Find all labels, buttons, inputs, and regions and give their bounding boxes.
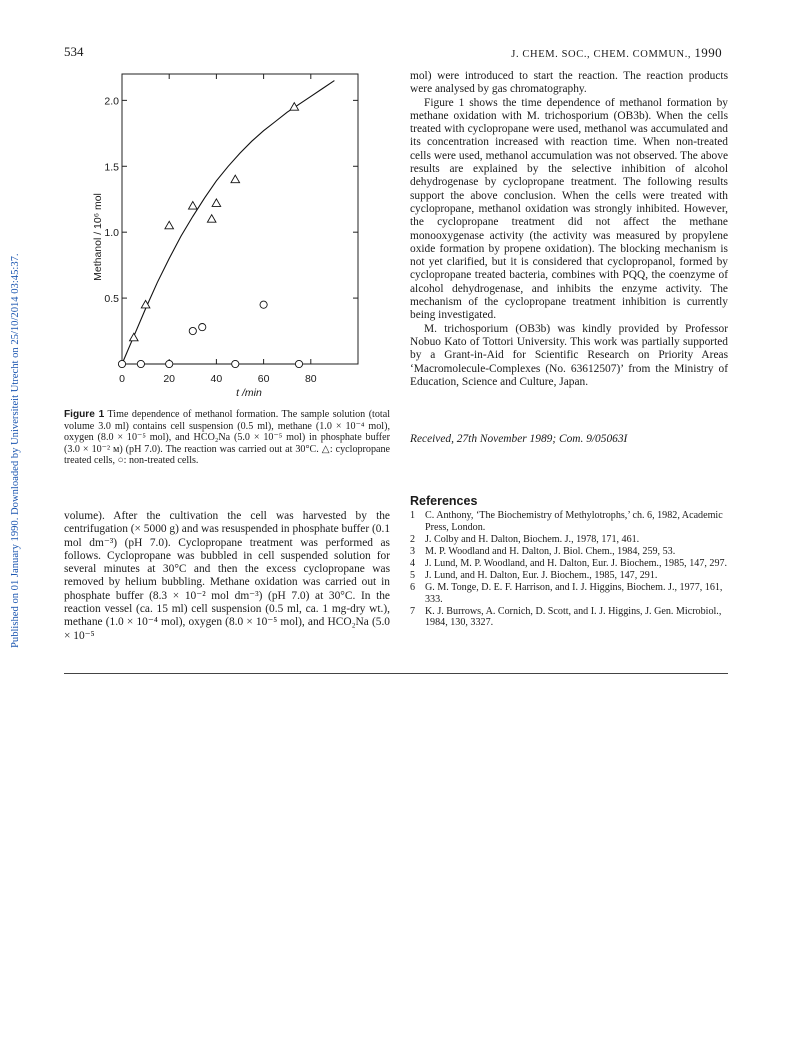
references-list	[410, 510, 728, 629]
triangle-point	[130, 333, 139, 341]
left-column-body	[64, 510, 390, 643]
right-column-body	[410, 70, 728, 389]
right-paragraph: mol) were introduced to start the reaction. The reaction products were analysed by gas chromatography.	[410, 70, 728, 96]
y-tick-label: 0.5	[104, 293, 119, 306]
circle-point	[232, 360, 239, 367]
y-tick-label: 1.5	[104, 161, 119, 174]
triangle-point	[212, 199, 221, 207]
chart-marks	[118, 103, 302, 368]
circle-point	[137, 360, 144, 367]
reference-item	[410, 570, 728, 582]
reference-text: G. M. Tonge, D. E. F. Harrison, and I. J. Higgins, Biochem. J., 1977, 161, 333.	[425, 582, 723, 605]
journal-name: J. CHEM. SOC., CHEM. COMMUN.,	[511, 49, 692, 60]
triangle-point	[231, 175, 240, 183]
triangle-point	[207, 215, 216, 223]
triangle-point	[189, 202, 198, 210]
x-tick-label: 0	[119, 373, 125, 385]
reference-item	[410, 534, 728, 546]
circle-point	[295, 360, 302, 367]
circle-point	[260, 301, 267, 308]
triangle-point	[290, 103, 299, 111]
left-paragraph: volume). After the cultivation the cell was harvested by the centrifugation (× 5000 g) and was resuspended in phosphate buffer (0.1 mol dm⁻³) (pH 7.0). Cyclopropane treatment was performed as follows. Cyclopropane was bubbled in cell suspended solution for several minutes at 30°C and then the excess cyclopropane was removed by helium bubbling. Methane oxidation was carried out in phosphate buffer (8.3 × 10⁻² mol dm⁻³) (pH 7.0) at 30°C. In the reaction vessel (ca. 15 ml) cell suspension (0.5 ml, ca. 1 mg-dry wt.), methane (1.0 × 10⁻⁴ mol), oxygen (8.0 × 10⁻⁵ mol), and HCO₂Na (5.0 × 10⁻⁵	[64, 510, 391, 642]
reference-number: 6	[410, 582, 416, 594]
reference-text: J. Colby and H. Dalton, Biochem. J., 1978, 171, 461.	[425, 533, 640, 545]
x-tick-label: 80	[304, 373, 317, 385]
x-tick-label: 60	[257, 373, 270, 385]
reference-text: C. Anthony, ‘The Biochemistry of Methylotrophs,’ ch. 6, 1982, Academic Press, London.	[425, 510, 723, 533]
page-number: 534	[64, 44, 84, 59]
received-date: Received, 27th November 1989; Com. 9/05063I	[410, 433, 628, 445]
chart-fit-curve	[122, 81, 334, 364]
chart-ticks	[104, 74, 358, 385]
circle-point	[166, 360, 173, 367]
reference-item	[410, 510, 728, 533]
triangle-point	[165, 221, 174, 229]
reference-text: M. P. Woodland and H. Dalton, J. Biol. Chem., 1984, 259, 53.	[425, 545, 676, 557]
x-tick-label: 20	[163, 373, 176, 385]
reference-number: 7	[410, 605, 416, 617]
reference-number: 4	[410, 557, 416, 569]
reference-number: 5	[410, 569, 416, 581]
figure-caption-label: Figure 1	[64, 409, 105, 420]
chart-axes	[122, 74, 358, 364]
reference-text: J. Lund, and H. Dalton, Eur. J. Biochem., 1985, 147, 291.	[425, 569, 658, 581]
y-tick-label: 2.0	[104, 95, 119, 108]
references-heading: References	[410, 494, 478, 508]
reference-number: 3	[410, 545, 416, 557]
reference-text: K. J. Burrows, A. Cornich, D. Scott, and I. J. Higgins, J. Gen. Microbiol., 1984, 130, 3327.	[425, 605, 722, 629]
reference-number: 1	[410, 510, 416, 521]
fit-curve	[122, 81, 334, 364]
reference-text: J. Lund, M. P. Woodland, and H. Dalton, Eur. J. Biochem., 1985, 147, 297.	[425, 557, 728, 569]
y-axis-title: Methanol / 10⁶ mol	[92, 193, 104, 281]
circle-point	[189, 327, 196, 334]
y-tick-label: 1.0	[104, 227, 119, 240]
reference-item	[410, 582, 728, 605]
right-paragraph: Figure 1 shows the time dependence of methanol formation by methane oxidation with M. trichosporium (OB3b). When the cells treated with cyclopropane were used, methanol was accumulated and its concentration increased with reaction time. When non-treated cells were used, methanol accumulation was not observed. The above results are explained by the selective inhibition of alcohol dehydrogenase by cyclopropane treatment. The following results support the above conclusion. When the cells were treated with cyclopropane, methanol oxidation was strongly inhibited. However, the cyclopropane treatment did not affect the methane monooxygenase activity (the activity was measured by propylene oxide formation by propene oxidation). The blocking mechanism is not yet clarified, but it is considered that cyclopropanol, formed by cyclopropane treated bacteria, combines with PQQ, the coenzyme of alcohol dehydrogenase, and inhibits the enzyme activity. The mechanism of the cyclopropane treatment inhibition is currently being investigated.	[410, 96, 728, 322]
reference-item	[410, 606, 728, 629]
reference-item	[410, 558, 728, 570]
reference-item	[410, 546, 728, 558]
plot-frame	[122, 74, 358, 364]
reference-number: 2	[410, 533, 416, 545]
page-bottom-rule	[64, 673, 728, 674]
x-axis-title: t /min	[236, 387, 262, 399]
x-tick-label: 40	[210, 373, 223, 385]
circle-point	[199, 323, 206, 330]
acknowledgement-paragraph: M. trichosporium (OB3b) was kindly provided by Professor Nobuo Kato of Tottori University. This work was partially supported by a Grant-in-Aid for Scientific Research on Priority Areas ‘Macromolecule-Complexes (No. 63612507)’ from the Ministry of Education, Science and Culture, Japan.	[410, 322, 728, 388]
download-sidenote[interactable]: Published on 01 January 1990. Downloaded by Universiteit Utrecht on 25/10/2014 03:45:37.	[10, 253, 21, 648]
figure-caption-text: Time dependence of methanol formation. The sample solution (total volume 3.0 ml) contains cell suspension (0.5 ml), methane (1.0 × 10⁻⁴ mol), oxygen (8.0 × 10⁻⁵ mol), and HCO₂Na (5.0 × 10⁻⁵ mol) in phosphate buffer (3.0 × 10⁻² м) (pH 7.0). The reaction was carried out at 30°C. △: cyclopropane treated cells, ○: non-treated cells.	[64, 409, 390, 467]
journal-year: 1990	[694, 45, 722, 60]
figure-caption	[64, 409, 390, 467]
circle-point	[118, 360, 125, 367]
